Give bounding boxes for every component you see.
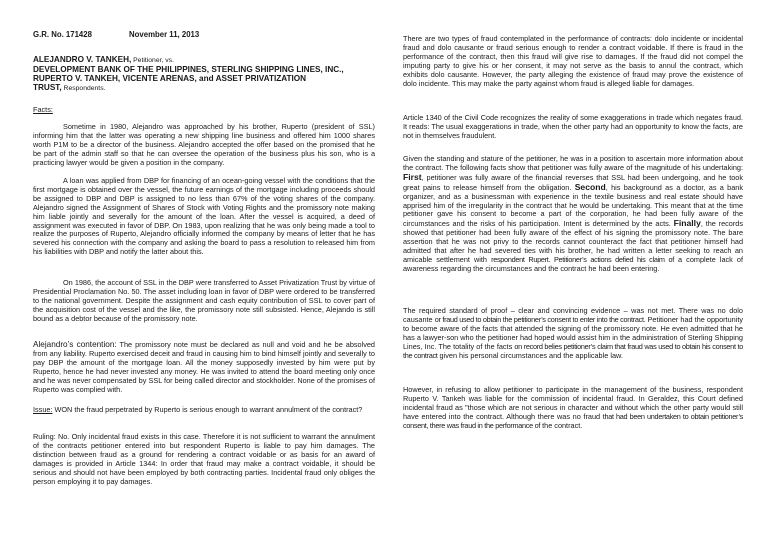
incidental-intro: However, in refusing to allow petitioner to participate in the management of the business, respondent Ruperto V. Tankeh was liable for the commission of incidental fraud. In Geraldez, this Court defined incidental fraud as "those which are not serious in character and without which the other party would still have entered into the contract. Although there was no fraud [403,385,743,421]
awareness-first: , petitioner was fully aware of the financial reverses that SSL had been undergoing, and he took great pains to release himself from the obligation. [403,172,743,192]
case-header [33,31,375,40]
proof-condensed-2: on record belies petitioner’s claim that fraud was used to obtain his consent to the contract [403,341,743,360]
ruling-paragraph: Ruling: No. Only incidental fraud exists in this case. Therefore it is not sufficient to warrant the annulment of the contracts petitioner entered into but respondent Ruperto is liable to pay him damages. The distinction between fraud as a ground for rendering a contract voidable or as basis for an award of damages is provided in Article 1344: In order that fraud may make a contract voidable, it should be serious and should not have been employed by both contracting parties. Incidental fraud only obliges the person employing it to pay damages. [33,432,375,486]
finally-label: Finally [673,218,701,229]
facts-heading: Facts: [33,105,53,114]
incidental-condensed: that had been undertaken to obtain petitioner’s consent, there was fraud in the performance of [403,411,743,430]
petitioner-name: ALEJANDRO V. TANKEH, [33,55,132,64]
respondents-line-3: TRUST, [33,83,62,92]
proof-middle: Petitioner had the opportunity to become aware of the facts that attended the signing of the promissory note. He even admitted that he has a lawyer-son who the petitioner had hoped would assist him in the administration of Sterling Shipping Lines, Inc. The totality of the facts [403,314,743,351]
proof-intro: The required standard of proof – clear and convincing evidence – was not met. There was no dolo causante [403,306,743,324]
issue-label: Issue: [33,405,53,414]
facts-paragraph-2: A loan was applied from DBP for financing of an ocean-going vessel with the conditions that the first mortgage is obtained over the vessel, the future earnings of the mortgage including proceeds should be assigned to DBP and DBP is assigned to no less than 67% of the voting shares of the company. Alejandro signed the Assignment of Shares of Stock with Voting Rights and the promissory note making him liable jointly and severally for the amount of the loan. After the vessel is acquired, a deed of assignment was executed in favor of DBP. On 1983, upon realizing that he was only being made a tool to realize the purposes of Ruperto, Alejandro officially informed the company by means of letter that he has severed his connection with the company and asking the board to pass a resolution to released him from his liabilities with DBP and notify the latter about this. [33,176,375,257]
case-parties [33,55,375,93]
respondents-role: Respondents. [61,85,106,92]
contention-label: Alejandro’s contention: [33,340,117,349]
respondents-line-1: DEVELOPMENT BANK OF THE PHILIPPINES, STERLING SHIPPING LINES, INC., [33,65,344,74]
proof-end: given his personal circumstances and the applicable law. [437,350,623,360]
gr-number: G.R. No. 171428 [33,30,92,39]
awareness-finally: , the records showed that petitioner had been fully aware of the effect of his signing the promissory note. The bare assertion that he was not privy to the records cannot counteract the fact that petitioner himself had admitted that after he had severed ties with his brother, he had written a letter seeking to reach an amicable settlement with [403,219,743,264]
incidental-end: the contract. [540,420,583,430]
article-1340-paragraph: Article 1340 of the Civil Code recognizes the reality of some exaggerations in trade which negates fraud. It reads: The usual exaggerations in trade, when the other party had an opportunity to know the facts, are not in themselves fraudulent. [403,113,743,140]
awareness-second: , his background as a doctor, as a bank organizer, and as a businessman with experience in the textile business and real estate should have apprised him of the irregularity in the contract that he would be undertaking. This meant that at the time petitioner gave his consent to become a part of the corporation, he had been fully aware of the circumstances and the risks of his participation. Intent is determined by the acts. [403,182,743,229]
petitioner-role: Petitioner, vs. [131,57,174,64]
awareness-intro: Given the standing and stature of the petitioner, he was in a position to ascertain more information about the contract. The following facts show that petitioner was fully aware of the magnitude of his undertaking: [403,154,743,172]
contention-paragraph [33,341,375,394]
first-label: First [403,171,422,182]
fraud-types-paragraph: There are two types of fraud contemplated in the performance of contracts: dolo incidente or incidental fraud and dolo causante or fraud serious enough to render a contract voidable. If there is fraud in the performance of the contract, then this fraud will give rise to damages. If the fraud did not compel the imputing party to give his or her consent, it may not serve as the basis to annul the contract, which exhibits dolo causante. However, the party alleging the existence of fraud may prove the existence of dolo incidente. This may make the party against whom fraud is alleged liable for damages. [403,34,743,88]
awareness-end: a complete lack of awareness regarding the circumstances and the contract he had been entering. [403,254,743,273]
contention-text: The promissory note must be declared as null and void and he be absolved from any liability. Ruperto exercised deceit and fraud in causing him to bind himself jointly and severally to pay DBP the amount of the mortgage loan. All the money supposedly invested by him were put by Ruperto, hence he had never invested any money. He was invited to attend the board meeting only once and he was never compensated by SSL for being called director and stockholder. None of the promises of Ruperto was complied with. [33,340,375,394]
facts-paragraph-3: On 1986, the account of SSL in the DBP were transferred to Asset Privatization Trust by virtue of Presidential Proclamation No. 50. The asset including loan in favor of DBP were ordered to be transferred to the national government. Despite the assignment and cash equity contribution of SSL to cover part of the acquisition cost of the vessel and the like, the promissory note still subsisted. Hence, Alejando is still bound as a debtor because of the promissory note. [33,278,375,323]
incidental-fraud-paragraph [403,386,743,431]
proof-condensed-1: or fraud used to obtain the petitioner’s consent to enter into the contract. [434,314,646,324]
decision-date: November 11, 2013 [129,30,200,39]
second-label: Second [574,181,606,192]
standard-of-proof-paragraph [403,307,743,360]
respondents-line-2: RUPERTO V. TANKEH, VICENTE ARENAS, and ASSET PRIVATIZATION [33,74,307,83]
issue-paragraph [33,406,375,415]
issue-text: WON the fraud perpetrated by Ruperto is serious enough to warrant annulment of the contract? [52,405,363,414]
facts-paragraph-1: Sometime in 1980, Alejandro was approached by his brother, Ruperto (president of SSL) informing him that the latter was operating a new shipping line business and offered him 1000 shares worth P1M to be a director of the business. Alejandro accepted the offer based on the promised that he be part of the admin staff so that he can oversee the operation of the business plus his son, who is a practicing lawyer would be given a position in the company. [33,122,375,167]
awareness-condensed: respondent Rupert. Petitioner’s actions defied his claim of [491,254,674,264]
petitioner-awareness-paragraph [403,155,743,274]
